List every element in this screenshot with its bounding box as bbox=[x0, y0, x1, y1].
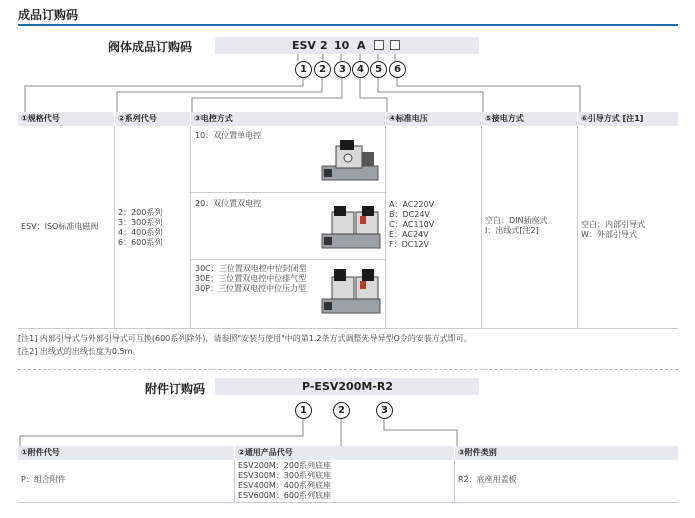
note-2: [注2] 出线式的出线长度为0.5m。 bbox=[18, 347, 141, 356]
index-circle-1: 1 bbox=[295, 61, 312, 78]
list-item: 3：300系列 bbox=[118, 218, 163, 227]
header-voltage: ④标准电压 bbox=[386, 112, 481, 126]
index-circle-6: 6 bbox=[389, 61, 406, 78]
list-item: F：DC12V bbox=[389, 240, 429, 249]
pilot-list bbox=[581, 220, 645, 240]
index-circle-5: 5 bbox=[370, 61, 387, 78]
spec-value: ESV：ISO标准电磁阀 bbox=[21, 222, 99, 231]
category-value: R2：底座用盖板 bbox=[458, 475, 517, 484]
section-separator bbox=[18, 369, 678, 370]
control-option-20: 20：双位置双电控 bbox=[195, 199, 262, 208]
grid-line bbox=[454, 460, 455, 502]
grid-line bbox=[18, 502, 678, 503]
accessory-index-circle-2: 2 bbox=[333, 402, 350, 419]
code-part-voltage: A bbox=[357, 39, 366, 52]
list-item: B：DC24V bbox=[389, 210, 430, 219]
accessory-index-circle-3: 3 bbox=[376, 402, 393, 419]
code-part-series: 2 bbox=[320, 39, 328, 52]
list-item: 空白：内部引导式 bbox=[581, 220, 645, 229]
list-item: 30C：三位置双电控中位封闭型 bbox=[195, 264, 307, 273]
header-product: ②通用产品代号 bbox=[235, 446, 454, 460]
list-item: E：AC24V bbox=[389, 230, 429, 239]
voltage-list bbox=[389, 200, 434, 250]
header-accessory: ①附件代号 bbox=[18, 446, 234, 460]
header-spec: ①规格代号 bbox=[18, 112, 114, 126]
list-item: 4：400系列 bbox=[118, 228, 163, 237]
list-item: ESV200M：200系列底座 bbox=[238, 461, 332, 470]
grid-line bbox=[191, 259, 385, 260]
grid-line bbox=[18, 328, 678, 329]
grid-line bbox=[234, 460, 235, 502]
list-item: ESV400M：400系列底座 bbox=[238, 481, 332, 490]
list-item: ESV600M：600系列底座 bbox=[238, 491, 332, 500]
index-circle-3: 3 bbox=[334, 61, 351, 78]
header-series: ②系列代号 bbox=[115, 112, 190, 126]
grid-line bbox=[190, 126, 191, 328]
double-solenoid-valve-image bbox=[318, 202, 384, 257]
accessory-table bbox=[18, 446, 678, 502]
list-item: 30P：三位置双电控中位压力型 bbox=[195, 284, 307, 293]
list-item: A：AC220V bbox=[389, 200, 435, 209]
header-pilot: ⑥引导方式 [注1] bbox=[578, 112, 678, 126]
code-part-control: 10 bbox=[334, 39, 350, 52]
section-title: 成品订购码 bbox=[18, 8, 79, 22]
grid-line bbox=[481, 126, 482, 328]
note-1: [注1] 内部引导式与外部引导式可互换(600系列除外)，请参照"安装与使用"中的第1.2条方式调整先导异型O令的安装方式即可。 bbox=[18, 334, 472, 343]
list-item: 30E：三位置双电控中位排气型 bbox=[195, 274, 307, 283]
list-item: 空白：DIN插座式 bbox=[485, 216, 548, 225]
grid-line bbox=[577, 126, 578, 328]
accessory-order-code-label: 附件订购码 bbox=[145, 382, 206, 396]
wiring-list bbox=[485, 216, 548, 236]
list-item: C：AC110V bbox=[389, 220, 435, 229]
series-list bbox=[118, 208, 162, 248]
accessory-index-circle-1: 1 bbox=[295, 402, 312, 419]
list-item: 6：600系列 bbox=[118, 238, 163, 247]
list-item: I：出线式[注2] bbox=[485, 226, 539, 235]
header-wiring: ⑤接电方式 bbox=[482, 112, 577, 126]
single-solenoid-valve-image bbox=[318, 136, 384, 190]
list-item: ESV300M：300系列底座 bbox=[238, 471, 332, 480]
product-list bbox=[238, 461, 331, 501]
header-control: ③电控方式 bbox=[191, 112, 385, 126]
grid-line bbox=[114, 126, 115, 328]
grid-line bbox=[385, 126, 386, 328]
index-circle-2: 2 bbox=[314, 61, 331, 78]
list-item: W：外部引导式 bbox=[581, 230, 637, 239]
valve-spec-table bbox=[18, 112, 678, 328]
header-category: ③附件类别 bbox=[455, 446, 678, 460]
grid-line bbox=[191, 192, 385, 193]
accessory-code: P-ESV200M-R2 bbox=[302, 380, 393, 393]
accessory-value: P：组合附件 bbox=[21, 475, 66, 484]
valve-order-code-label: 阀体成品订购码 bbox=[108, 40, 193, 54]
three-position-valve-image bbox=[318, 265, 384, 323]
control-option-10: 10：双位置单电控 bbox=[195, 131, 262, 140]
index-circle-4: 4 bbox=[352, 61, 369, 78]
control-option-30 bbox=[195, 264, 307, 294]
code-part-esv: ESV bbox=[292, 39, 316, 52]
list-item: 2：200系列 bbox=[118, 208, 163, 217]
